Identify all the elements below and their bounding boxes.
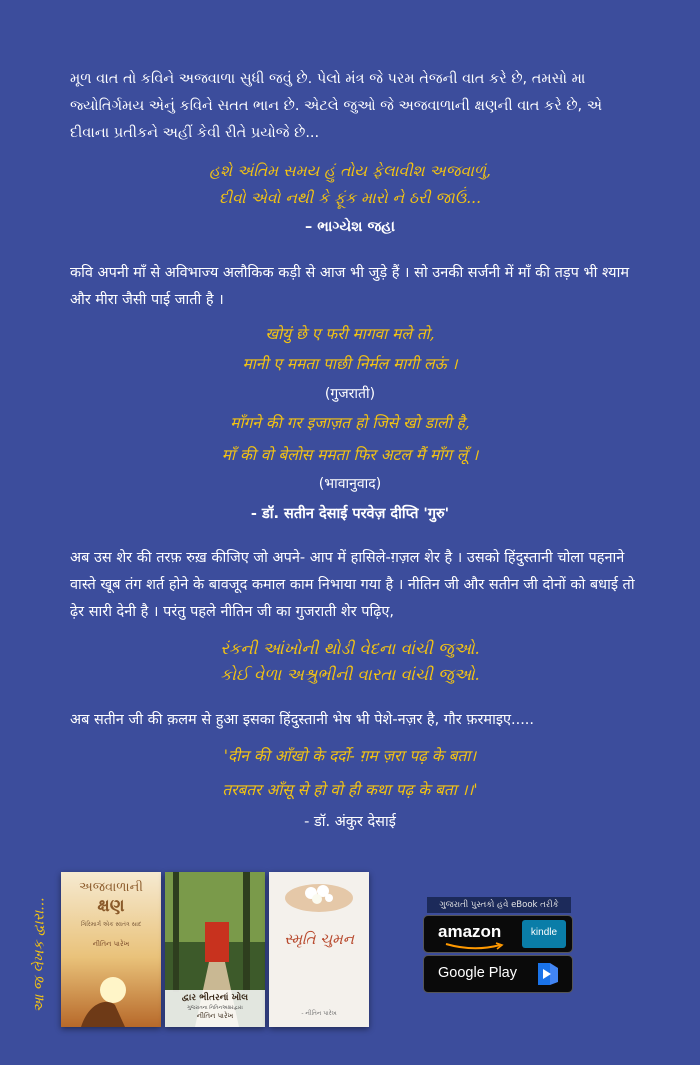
google-play-books-icon: [534, 960, 562, 988]
verse4-author: - डॉ. अंकुर देसाई: [304, 814, 396, 830]
book1-subtitle: ગિરિમાર્ગ એક સ્વતંત્ર સાદ: [80, 921, 142, 928]
kindle-badge-text: kindle: [530, 927, 558, 938]
amazon-kindle-button[interactable]: [423, 915, 573, 953]
commentary-paragraph: अब उस शेर की तरफ़ रुख़ कीजिए जो अपने- आप में हासिले-ग़ज़ल शेर है । उसको हिंदुस्तानी चोला पहनाने वास्ते खूब तंग शर्त होने के बावजूद कमाल काम निभाया गया है । नीतिन जी और सतीन जी दोनों को बधाई तो ढ़ेर सारी देनी है । परंतु पहले नीतिन जी का गुजराती शेर पढ़िए,: [70, 550, 635, 620]
book2-author: નીતિન પારેખ: [196, 1012, 234, 1020]
verse2-line4: माँ की वो बेलोस ममता फिर अटल मैं माँग लूँ ।: [221, 446, 479, 464]
verse4-line2: तरबतर आँसू से हो वो ही कथा पढ़ के बता ।।': [222, 781, 478, 799]
verse2-note-translation: (भावानुवाद): [318, 476, 382, 492]
book3-cover-art: [269, 872, 369, 1027]
verse2-line3: माँगने की गर इजाज़त हो जिसे खो डाली है,: [230, 414, 470, 432]
verse2-line1: खोयुं छे ए फरी मागवा मले तो,: [265, 325, 435, 343]
amazon-logo-text: amazon: [438, 922, 502, 941]
translation-intro-paragraph: अब सतीन जी की क़लम से हुआ इसका हिंदुस्तानी भेष भी पेशे-नज़र है, गौर फ़रमाइए.....: [70, 712, 535, 728]
intro-paragraph-hindi: कवि अपनी माँ से अविभाज्य अलौकिक कड़ी से आज भी जुड़े हैं । सो उनकी सर्जनी में माँ की तड़प भी श्याम और मीरा जैसी पाई जाती है ।: [70, 265, 630, 308]
verse1-author: – ભાગ્યેશ જહા: [304, 219, 396, 235]
book2-subtitle: ગુજરાતના નિતિનઅક્ષરદ્વારા: [187, 1005, 243, 1011]
verse2-author: - डॉ. सतीन देसाई परवेज़ दीप्ति 'गुरु': [250, 506, 450, 522]
same-author-label: [27, 880, 53, 1030]
verse2-note-gujarati: (गुजराती): [324, 386, 376, 402]
verse1-line1: હશે અંતિમ સમય હું તોય ફેલાવીશ અજવાળું,: [209, 162, 491, 180]
verse1-line2: દીવો એવો નથી કે ફૂંક મારો ને ઠરી જાઉં...: [218, 189, 482, 207]
verse3-line2: કોઈ વેળા અશ્રુભીની વારતા વાંચી જુઓ.: [220, 665, 480, 684]
google-play-button[interactable]: [423, 955, 573, 993]
verse2-line2: मानी ए ममता पाछी निर्मल मागी लऊं ।: [242, 355, 458, 373]
book3-author: - નીતિન પારેખ: [301, 1010, 337, 1017]
kindle-badge: [522, 920, 566, 948]
ebook-availability-banner: ગુજરાતી પુસ્તકો હવે eBook તરીકે: [427, 897, 571, 913]
book1-author: નીતિન પારેખ: [92, 940, 130, 948]
google-play-text: Google Play: [438, 965, 517, 981]
amazon-smile-icon: [444, 942, 506, 952]
book-cover-dwar-bhitarna-khol[interactable]: [165, 872, 265, 1027]
intro-paragraph-gujarati: મૂળ વાત તો કવિને અજવાળા સુધી જવું છે. પેલો મંત્ર જે પરમ તેજની વાત કરે છે, તમસો મા જ્યોતિર્ગમય એનું કવિને સતત ભાન છે. એટલે જુઓ જે અજવાળાની ક્ષણની વાત કરે છે, એ દીવાના પ્રતીકને અહીં કેવી રીતે પ્રયોજે છે...: [70, 71, 603, 141]
book2-cover-art: [165, 872, 265, 1027]
same-author-label-text: આ જ લેખક દ્વારા...: [32, 897, 48, 1013]
verse4-line1: 'दीन की आँखो के दर्दो- ग़म ज़रा पढ़ के बता।: [223, 747, 477, 765]
book1-title-line2: ક્ષણ: [97, 896, 125, 916]
book2-title: દ્વાર ભીતરનાં ખોલ: [181, 993, 249, 1003]
book-cover-ajvalani-kshan[interactable]: [61, 872, 161, 1027]
book1-title-line1: અજવાળાની: [78, 880, 144, 895]
verse3-line1: રંકની આંખોની થોડી વેદના વાંચી જુઓ.: [220, 639, 480, 658]
book-cover-smruti-chuman[interactable]: [269, 872, 369, 1027]
book3-title: સ્મૃતિ ચુમન: [284, 930, 354, 948]
